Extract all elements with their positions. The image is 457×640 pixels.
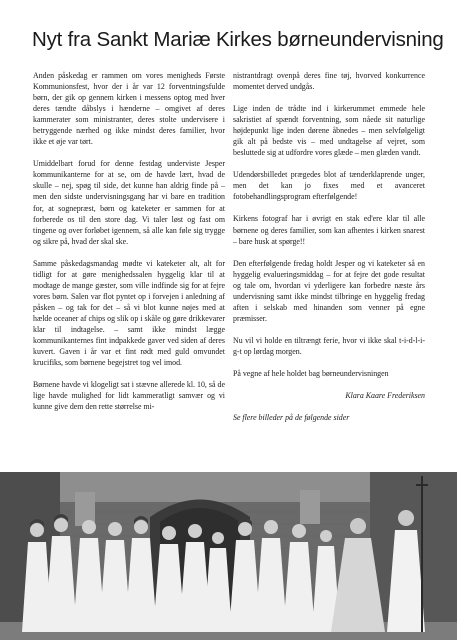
paragraph: Umiddelbart forud for denne festdag underviste Jesper kommunikanterne for at se, om de havde lært, hvad de skulle – nej, spøg til side, det kunne han aldrig finde på – men den sidste undervisningsgang har vi bare en tradition for, at sognepræst, børn og kateketer er sammen for at forberede os til den store dag. Vi taler løst og fast om tingene og over forløbet igennem, så alle kan føle sig trygge og sikre på, hvad der skal ske. (33, 159, 225, 246)
see-more-caption: Se flere billeder på de følgende sider (233, 413, 350, 423)
paragraph: nistrantdragt ovenpå deres fine tøj, hvorved konkurrence momentet derved undgås. (233, 71, 425, 92)
paragraph: Nu vil vi holde en tiltrængt ferie, hvor vi ikke skal t-i-d-l-i-g-t op lørdag morgen. (233, 335, 425, 356)
paragraph: På vegne af hele holdet bag børneundervisningen (233, 368, 389, 378)
paragraph: Børnene havde vi klogeligt sat i stævne allerede kl. 10, så de lige havde mulighed for lidt kammeratligt samvær og vi kunne give dem den rette størrelse mi- (33, 380, 225, 412)
signature: Klara Kaare Frederiksen (345, 391, 425, 401)
right-column (233, 70, 425, 434)
paragraph: Udendørsbilledet prægedes blot af tænderklaprende unger, men det kan jo fixes med et avanceret fotobehandlingsprogram efterfølgende! (233, 170, 425, 202)
paragraph: Samme påskedagsmandag mødte vi kateketer alt, alt for tidligt for at gøre menighedssalen hyggelig klar til at modtage de mange gæster, som ville indfinde sig for at fejre vores børn. Salen var flot pyntet op i forvejen i anledning af påsken – og tak for det – så vi blot kunne nøjes med at hælde oceaner af chips og slik op i skåle og gøre drikkevarer klar til indtagelse. – samt ikke mindst lægge kommunikanternes fint indpakkede gaver ved siden af deres kuvert. Gaven i år var et fint rødt med guld omvundet krucifiks, som børnene begejstret tog vel imod. (33, 258, 225, 368)
group-photo (0, 472, 457, 640)
paragraph: Anden påskedag er rammen om vores menigheds Første Kommunionsfest, hvor der i år var 12 forventningsfulde børn, der gik op gennem kirken i messens optog med hver deres tændte dåbslys i hænderne – omgivet af deres kammerater som ministranter, deres stolte undervisere i betryggende nærhed og ikke mindst deres familier, hvor ikke et øje var tørt. (33, 71, 225, 147)
group-photo-illustration (0, 472, 457, 640)
article-title: Nyt fra Sankt Mariæ Kirkes børneundervisning (32, 28, 444, 51)
paragraph: Den efterfølgende fredag holdt Jesper og vi kateketer så en hyggelig evalueringsmiddag – for at fejre det gode resultat og tale om, hvordan vi yderligere kan forbedre næste års undervisning samt ikke mindst tilbringe en hyggelig fredag aften i selskab med hinanden som venner på egne præmisser. (233, 258, 425, 323)
paragraph: Kirkens fotograf har i øvrigt en stak ed'ere klar til alle børnene og deres familier, som kan afhentes i kirken snarest – bare husk at spørge!! (233, 214, 425, 246)
left-column (33, 70, 225, 412)
paragraph: Lige inden de trådte ind i kirkerummet emmede hele sakristiet af spændt forventning, som nåede sit naturlige højdepunkt lige inden dørene åbnedes – men selvfølgeligt gik alt på bedste vis – med undtagelse af vejret, som besluttede sig at udfordre vores glæde – men glæden vandt. (233, 104, 425, 158)
